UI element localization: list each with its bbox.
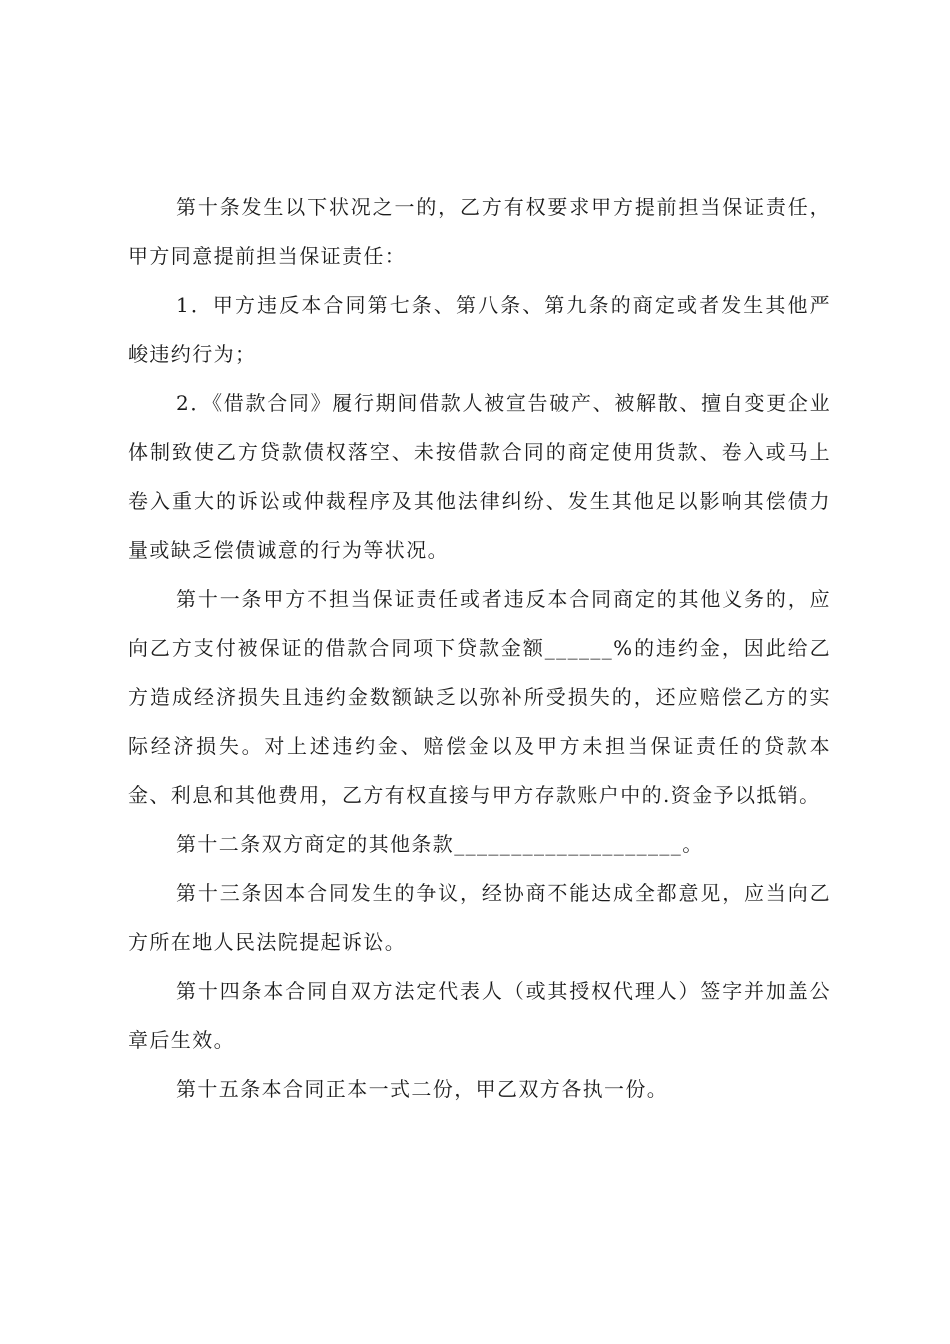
clause-11-paragraph: 第十一条甲方不担当保证责任或者违反本合同商定的其他义务的，应向乙方支付被保证的借款合同项下贷款金额______%的违约金，因此给乙方造成经济损失且违约金数额缺乏以弥补所受损失的，还应赔偿乙方的实际经济损失。对上述违约金、赔偿金以及甲方未担当保证责任的贷款本金、利息和其他费用，乙方有权直接与甲方存款账户中的.资金予以抵销。 bbox=[128, 587, 831, 807]
clause-10-item-1-paragraph: 1．甲方违反本合同第七条、第八条、第九条的商定或者发生其他严峻违约行为； bbox=[128, 293, 831, 366]
clause-10-paragraph: 第十条发生以下状况之一的，乙方有权要求甲方提前担当保证责任，甲方同意提前担当保证责任： bbox=[128, 195, 831, 268]
document-body bbox=[128, 183, 831, 1114]
clause-10-item-2-paragraph: 2．《借款合同》履行期间借款人被宣告破产、被解散、擅自变更企业体制致使乙方贷款债权落空、未按借款合同的商定使用货款、卷入或马上卷入重大的诉讼或仲裁程序及其他法律纠纷、发生其他足以影响其偿债力量或缺乏偿债诚意的行为等状况。 bbox=[128, 391, 831, 562]
clause-13-paragraph: 第十三条因本合同发生的争议，经协商不能达成全都意见，应当向乙方所在地人民法院提起诉讼。 bbox=[128, 881, 831, 954]
clause-15-paragraph: 第十五条本合同正本一式二份，甲乙双方各执一份。 bbox=[176, 1077, 669, 1101]
clause-12-paragraph: 第十二条双方商定的其他条款____________________。 bbox=[176, 832, 704, 856]
clause-14-paragraph: 第十四条本合同自双方法定代表人（或其授权代理人）签字并加盖公章后生效。 bbox=[128, 979, 831, 1052]
